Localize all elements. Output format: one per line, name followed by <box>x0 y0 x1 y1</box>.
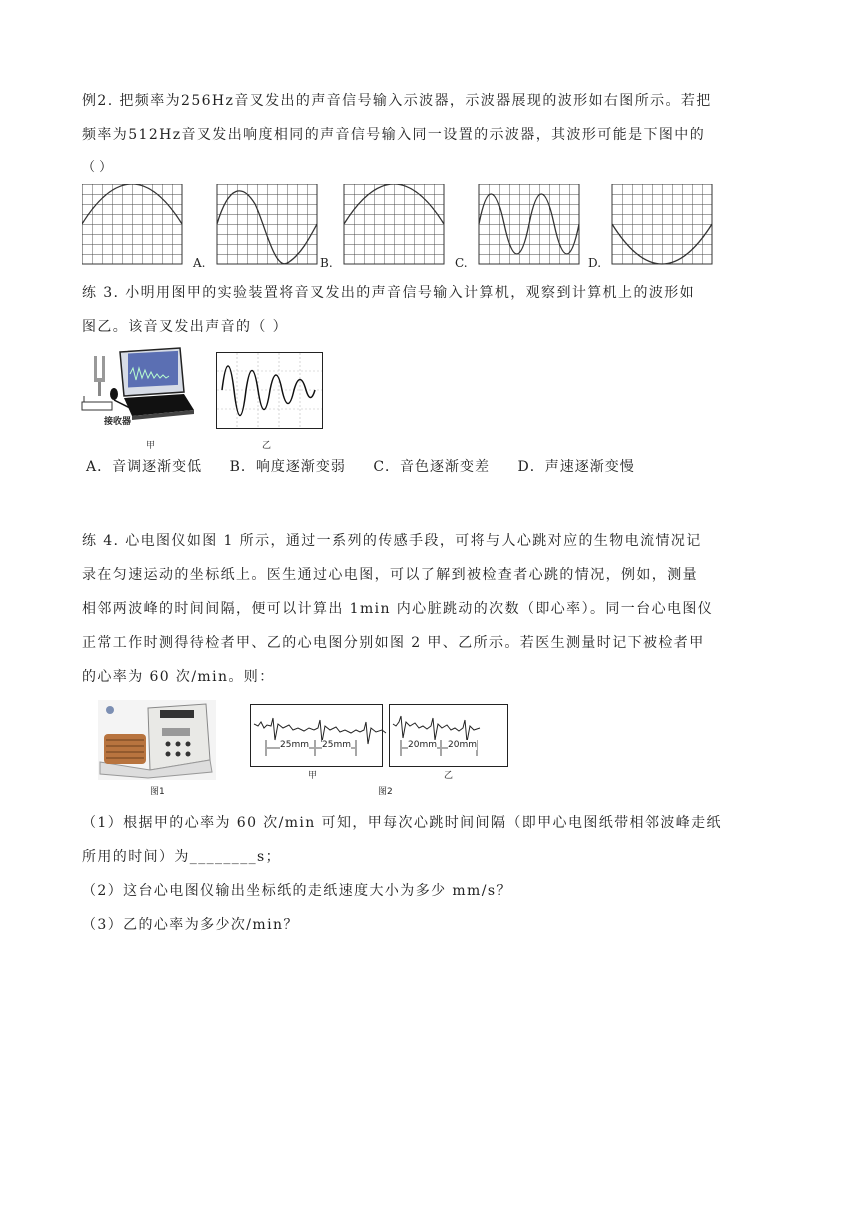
figure-yi-caption: 乙 <box>262 441 272 451</box>
receiver-label: 接收器 <box>104 417 132 427</box>
exercise-3-line-1: 练 3. 小明用图甲的实验装置将音叉发出的声音信号输入计算机，观察到计算机上的波形如 <box>82 285 696 301</box>
example-2-text <box>82 84 782 152</box>
ecg-strips-figure <box>250 704 510 768</box>
figure-2-caption: 图2 <box>378 787 393 797</box>
exercise-3-option-b: B．响度逐渐变弱 <box>229 459 346 475</box>
exercise-3-option-c: C．音色逐渐变差 <box>373 459 491 475</box>
option-d-waveform-panel <box>612 184 712 264</box>
exercise-4-line-4: 正常工作时测得待检者甲、乙的心电图分别如图 2 甲、乙所示。若医生测量时记下被检者甲 <box>82 635 705 651</box>
example-2-line-2: 频率为512Hz音叉发出响度相同的声音信号输入同一设置的示波器，其波形可能是下图中的 <box>82 127 706 143</box>
ecg-strip-yi <box>390 705 508 767</box>
exercise-3-option-d: D．声速逐渐变慢 <box>517 459 635 475</box>
exercise-3-options <box>86 456 657 476</box>
tuning-fork-laptop-figure <box>80 344 200 430</box>
exercise-3-option-a: A．音调逐渐变低 <box>86 459 203 475</box>
option-a-label: A. <box>193 256 206 270</box>
jia-dimension-1: 25mm <box>280 740 309 750</box>
exercise-3-text <box>82 276 782 344</box>
question-3: （3）乙的心率为多少次/min？ <box>82 917 299 933</box>
example-2-answer-bracket: （ ） <box>82 160 113 175</box>
question-2: （2）这台心电图仪输出坐标纸的走纸速度大小为多少 mm/s？ <box>82 883 512 899</box>
yi-dimension-1: 20mm <box>408 740 437 750</box>
exercise-4-text <box>82 524 782 694</box>
figure-jia-caption: 甲 <box>146 441 156 451</box>
example-2-line-1: 例2. 把频率为256Hz音叉发出的声音信号输入示波器，示波器展现的波形如右图所示。若把 <box>82 93 712 109</box>
ecg-jia-caption: 甲 <box>308 771 318 781</box>
ecg-yi-caption: 乙 <box>444 771 454 781</box>
ecg-strip-jia <box>251 705 387 767</box>
jia-dimension-2: 25mm <box>322 740 351 750</box>
option-b-label: B. <box>320 256 333 270</box>
option-c-waveform-panel <box>479 184 579 264</box>
reference-waveform-panel <box>82 184 182 264</box>
option-c-label: C. <box>455 256 468 270</box>
option-a-waveform-panel <box>217 184 317 264</box>
option-d-label: D. <box>588 256 602 270</box>
yi-dimension-2: 20mm <box>448 740 477 750</box>
exercise-4-line-1: 练 4. 心电图仪如图 1 所示，通过一系列的传感手段，可将与人心跳对应的生物电流情况记 <box>82 533 702 549</box>
exercise-4-line-2: 录在匀速运动的坐标纸上。医生通过心电图，可以了解到被检查者心跳的情况，例如，测量 <box>82 567 698 583</box>
ecg-machine-figure <box>98 700 216 780</box>
exercise-4-line-3: 相邻两波峰的时间间隔，便可以计算出 1min 内心脏跳动的次数（即心率）。同一台心电图仪 <box>82 601 714 617</box>
exercise-4-line-5: 的心率为 60 次/min。则： <box>82 669 275 685</box>
oscilloscope-figures <box>82 184 722 266</box>
question-1-line-2: 所用的时间）为________s； <box>82 849 281 865</box>
exercise-3-line-2: 图乙。该音叉发出声音的（ ） <box>82 319 289 335</box>
option-b-waveform-panel <box>344 184 444 264</box>
question-1-line-1: （1）根据甲的心率为 60 次/min 可知，甲每次心跳时间间隔（即甲心电图纸带相邻波峰走纸 <box>82 815 722 831</box>
figure-1-caption: 图1 <box>150 787 165 797</box>
damped-waveform-figure <box>216 352 324 430</box>
exercise-4-questions <box>82 806 782 942</box>
